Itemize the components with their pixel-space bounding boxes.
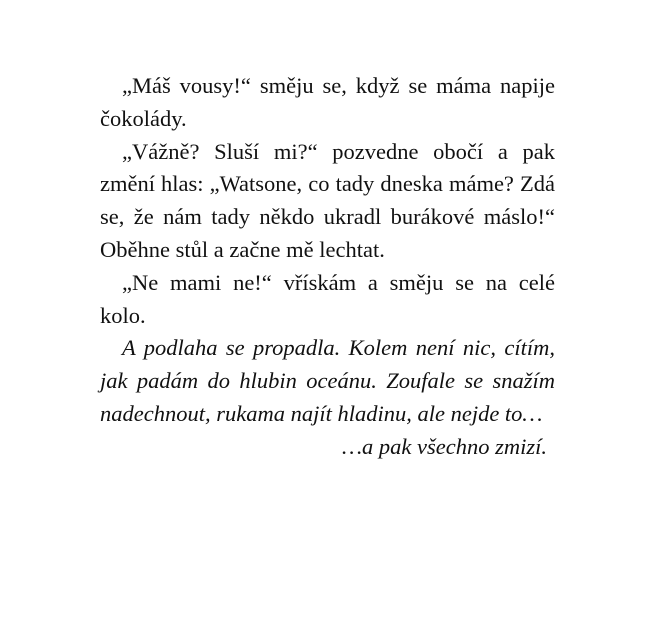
paragraph-5-text: …a pak všechno zmizí.	[342, 433, 547, 459]
paragraph-4	[100, 332, 555, 430]
paragraph-2-text: „Vážně? Sluší mi?“ pozvedne obočí a pak změní hlas: „Watsone, co tady dneska máme? Zdá se, že nám tady někdo ukradl burákové máslo!“ Oběhne stůl a začne mě lechtat.	[100, 138, 555, 262]
paragraph-2	[100, 136, 555, 267]
paragraph-3-text: „Ne mami ne!“ vřískám a směju se na celé kolo.	[100, 269, 555, 328]
paragraph-5	[100, 431, 555, 464]
paragraph-4-text: A podlaha se propadla. Kolem není nic, cítím, jak padám do hlubin oceánu. Zoufale se snažím nadechnout, rukama najít hladinu, ale nejde to…	[100, 335, 555, 426]
paragraph-3	[100, 267, 555, 333]
document-page	[100, 70, 555, 464]
paragraph-1-text: „Máš vousy!“ směju se, když se máma napije čokolády.	[100, 73, 555, 131]
paragraph-1	[100, 70, 555, 136]
